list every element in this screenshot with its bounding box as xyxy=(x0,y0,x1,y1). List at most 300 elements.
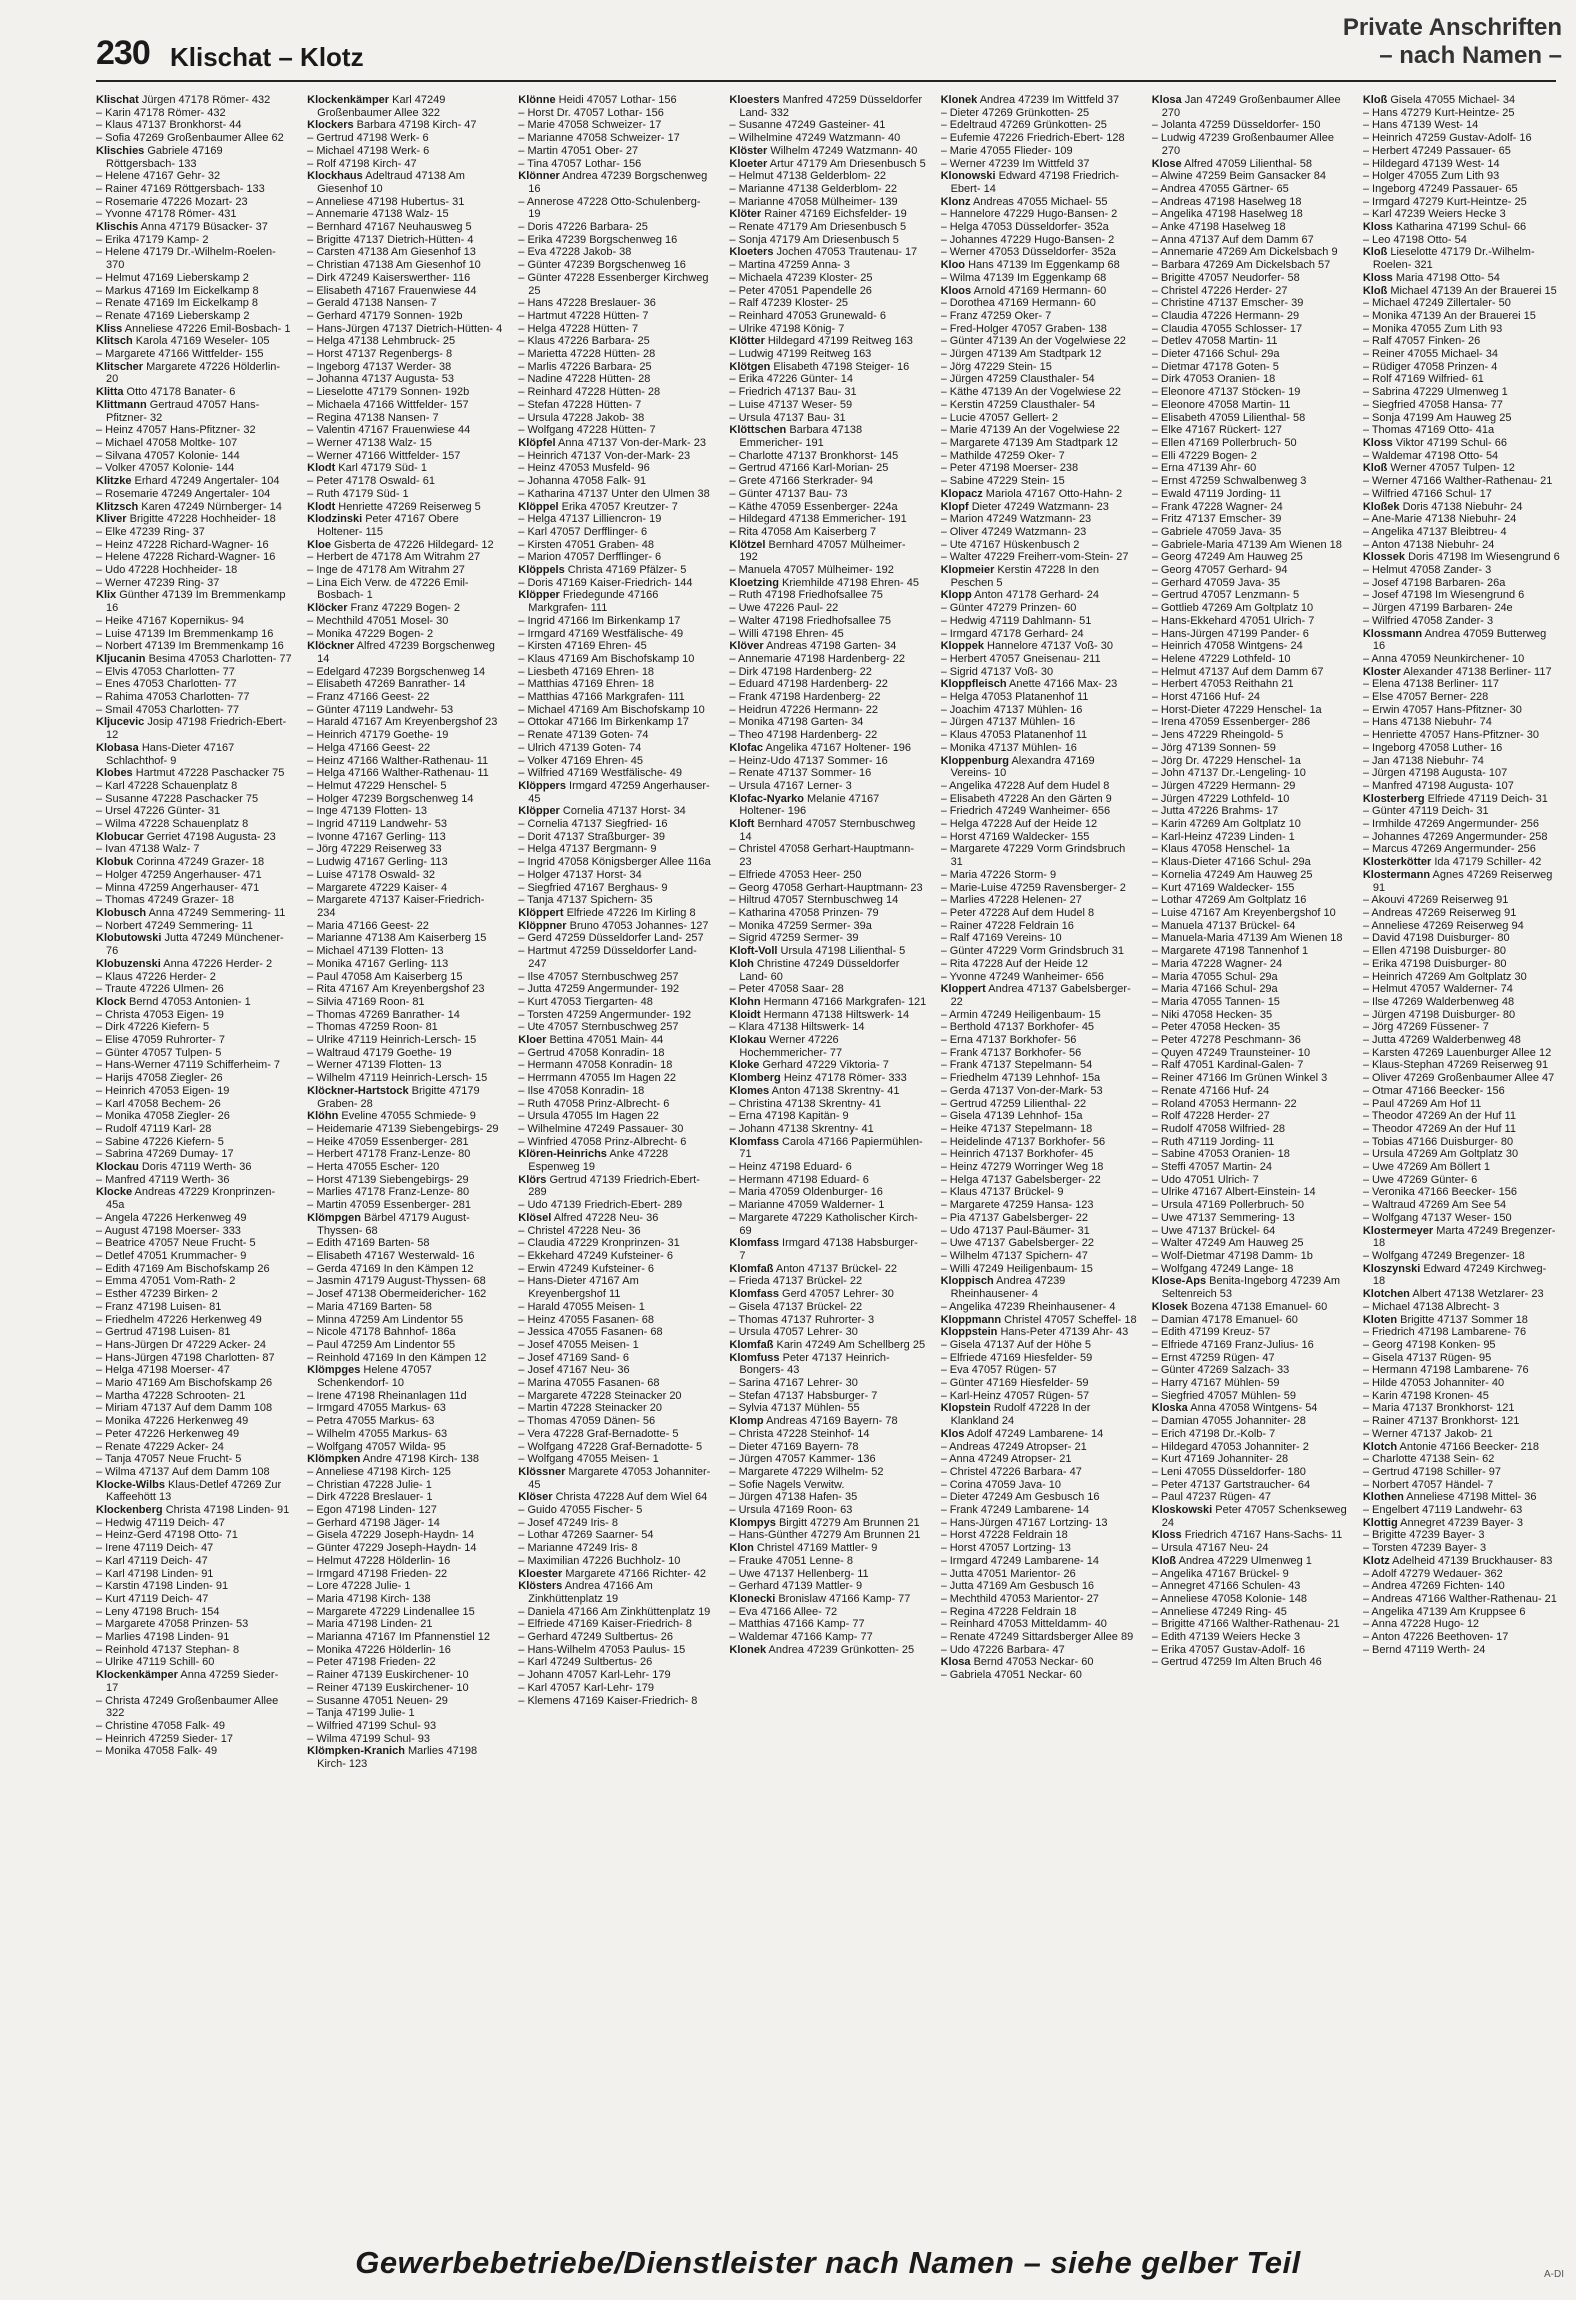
entry-details: – Jolanta 47259 Düsseldorfer- 150 xyxy=(1151,119,1321,132)
entry-details: Cornelia 47137 Horst- 34 xyxy=(559,805,686,818)
listing-entry xyxy=(96,983,293,996)
entry-details: – Andreas 47166 Walther-Rathenau- 21 xyxy=(1362,1592,1557,1605)
listing-entry xyxy=(729,818,926,843)
listing-entry xyxy=(1152,1415,1349,1428)
entry-details: Anna 47179 Büsacker- 37 xyxy=(138,221,268,234)
listing-entry xyxy=(1363,1072,1560,1085)
entry-details: – Elfriede 47053 Heer- 250 xyxy=(729,868,862,881)
entry-details: – Gertrud 47259 Lilienthal- 22 xyxy=(940,1097,1087,1110)
surname: Klischies xyxy=(96,144,145,157)
entry-details: – Carsten 47138 Am Giesenhof 13 xyxy=(307,246,476,259)
entry-details: – Frank 47228 Wagner- 24 xyxy=(1151,500,1283,513)
listing-entry xyxy=(941,1529,1138,1542)
listing-entry xyxy=(307,132,504,145)
entry-details: – Marlies 47178 Franz-Lenze- 80 xyxy=(307,1186,470,1199)
entry-details: – Valentin 47167 Frauenwiese 44 xyxy=(307,424,471,437)
entry-details: – Eleonore 47137 Stöcken- 19 xyxy=(1151,386,1301,399)
listing-entry xyxy=(1363,793,1560,806)
listing-entry xyxy=(518,1098,715,1111)
entry-details: – Karin 47198 Kronen- 45 xyxy=(1362,1389,1489,1402)
entry-details: Michael 47139 An der Brauerei 15 xyxy=(1387,284,1557,297)
entry-details: – Dirk 47053 Oranien- 18 xyxy=(1151,373,1276,386)
surname: Kloesters xyxy=(729,94,780,106)
entry-details: Franz 47229 Bogen- 2 xyxy=(347,602,461,615)
entry-details: – Gertrud 47057 Lenzmann- 5 xyxy=(1151,589,1300,602)
listing-entry xyxy=(518,1034,715,1047)
entry-details: – Elisabeth 47269 Banrather- 14 xyxy=(307,678,466,691)
entry-details: – Karl 47058 Bechem- 26 xyxy=(96,1097,221,1110)
listing-entry xyxy=(941,780,1138,793)
entry-details: – Karl-Heinz 47239 Linden- 1 xyxy=(1151,830,1295,843)
listing-entry xyxy=(96,183,293,196)
listing-entry xyxy=(941,1542,1138,1555)
listing-entry xyxy=(729,1199,926,1212)
entry-details: – Sonja 47179 Am Driesenbusch 5 xyxy=(729,233,899,246)
entry-details: Gerriet 47198 Augusta- 23 xyxy=(143,830,276,843)
entry-details: Günther 47139 Im Bremmenkamp 16 xyxy=(106,589,286,615)
entry-details: Besima 47053 Charlotten- 77 xyxy=(145,652,292,665)
entry-details: Agnes 47269 Reiserweg 91 xyxy=(1372,868,1553,894)
listing-entry xyxy=(307,170,504,195)
entry-details: – Anna 47228 Hugo- 12 xyxy=(1362,1618,1480,1631)
listing-entry xyxy=(1363,1466,1560,1479)
surname: Klöver xyxy=(729,640,764,653)
listing-entry xyxy=(941,1504,1138,1517)
surname: Klöter xyxy=(729,208,762,221)
listing-entry xyxy=(1363,1542,1560,1555)
footer-note: Gewerbebetriebe/Dienstleister nach Namen – siehe gelber Teil xyxy=(355,2245,1301,2280)
entry-details: Edward 47198 Friedrich-Ebert- 14 xyxy=(950,170,1120,195)
entry-details: – Christa 47249 Großenbaumer Allee 322 xyxy=(96,1694,279,1720)
listing-entry xyxy=(941,843,1138,868)
surname: Klodzinski xyxy=(307,513,363,526)
listing-entry xyxy=(307,1453,504,1466)
entry-details: Kriemhilde 47198 Ehren- 45 xyxy=(778,576,919,589)
surname: Klotz xyxy=(1362,1554,1390,1567)
entry-details: – Katharina 47058 Prinzen- 79 xyxy=(729,907,879,919)
entry-details: – Reinhard 47228 Hütten- 28 xyxy=(518,386,661,399)
entry-details: – Wilma 47139 Im Eggenkamp 68 xyxy=(940,271,1107,284)
listing-entry xyxy=(96,310,293,323)
listing-entry xyxy=(307,755,504,768)
surname: Klodt xyxy=(307,462,336,475)
listing-entry xyxy=(1152,196,1349,209)
entry-details: – Miriam 47137 Auf dem Damm 108 xyxy=(96,1402,273,1415)
listing-entry xyxy=(729,526,926,539)
entry-details: – Yvonne 47249 Wanheimer- 656 xyxy=(940,970,1104,983)
listing-entry xyxy=(518,1059,715,1072)
entry-details: – Manuela 47137 Brückel- 64 xyxy=(1151,919,1296,932)
entry-details: – Brigitte 47137 Dietrich-Hütten- 4 xyxy=(307,233,474,246)
entry-details: – Hilde 47053 Johanniter- 40 xyxy=(1362,1377,1505,1390)
entry-details: Brigitte 47179 Graben- 28 xyxy=(317,1084,480,1110)
listing-entry xyxy=(1152,424,1349,437)
entry-details: – Günter 47119 Landwehr- 53 xyxy=(307,703,454,716)
entry-details: – Jürgen 47137 Mühlen- 16 xyxy=(940,716,1076,729)
entry-details: – Helga 47053 Platanenhof 11 xyxy=(940,691,1089,704)
entry-details: – Peter 47198 Moerser- 238 xyxy=(940,462,1079,475)
listing-entry xyxy=(1152,818,1349,831)
listing-entry xyxy=(307,869,504,882)
entry-details: – Heinz 47055 Fasanen- 68 xyxy=(518,1313,655,1326)
listing-entry xyxy=(96,297,293,310)
listing-entry xyxy=(729,653,926,666)
listing-entry xyxy=(518,1199,715,1212)
listing-entry xyxy=(96,488,293,501)
listing-entry xyxy=(307,1656,504,1669)
entry-details: – Inge de 47178 Am Witrahm 27 xyxy=(307,564,465,577)
entry-details: – Hildegard 47139 West- 14 xyxy=(1362,157,1500,170)
listing-entry xyxy=(941,628,1138,641)
listing-entry xyxy=(96,475,293,488)
listing-entry xyxy=(1363,170,1560,183)
listing-entry xyxy=(1152,221,1349,234)
listing-entry xyxy=(307,373,504,386)
listing-entry xyxy=(1363,615,1560,628)
entry-details: – Damian 47055 Johanniter- 28 xyxy=(1151,1415,1306,1428)
entry-details: – Thomas 47059 Dänen- 56 xyxy=(518,1415,656,1428)
listing-entry xyxy=(518,920,715,933)
entry-details: – Damian 47178 Emanuel- 60 xyxy=(1151,1313,1298,1326)
entry-details: – Frank 47137 Stepelmann- 54 xyxy=(940,1059,1093,1072)
listing-entry xyxy=(1363,1504,1560,1517)
entry-details: – Kurt 47053 Tiergarten- 48 xyxy=(518,995,653,1008)
listing-entry xyxy=(1152,1314,1349,1327)
entry-details: – Gerda 47137 Von-der-Mark- 53 xyxy=(940,1084,1103,1097)
listing-entry xyxy=(729,488,926,501)
listing-entry xyxy=(518,1123,715,1136)
surname: Kloppisch xyxy=(940,1275,994,1288)
listing-entry xyxy=(518,170,715,195)
entry-details: Irmgard 47138 Habsburger- 7 xyxy=(739,1237,918,1262)
listing-entry xyxy=(96,1606,293,1619)
listing-entry xyxy=(1152,780,1349,793)
listing-entry xyxy=(1152,869,1349,882)
listing-entry xyxy=(96,742,293,767)
surname: Kliver xyxy=(96,513,127,526)
surname: Klockau xyxy=(96,1161,139,1174)
entry-details: – Matthias 47166 Kamp- 77 xyxy=(729,1618,865,1631)
listing-entry xyxy=(941,1237,1138,1250)
listing-entry xyxy=(96,323,293,336)
entry-details: – Wilma 47228 Schauenplatz 8 xyxy=(96,818,249,831)
entry-details: – Theodor 47269 An der Huf 11 xyxy=(1362,1122,1516,1135)
entry-details: – Fritz 47137 Emscher- 39 xyxy=(1151,513,1282,526)
listing-entry xyxy=(307,716,504,729)
listing-entry xyxy=(307,1390,504,1403)
listing-entry xyxy=(96,1059,293,1072)
listing-entry xyxy=(729,145,926,158)
listing-entry xyxy=(1152,729,1349,742)
entry-details: – Elli 47229 Bogen- 2 xyxy=(1151,449,1257,462)
entry-details: – Johannes 47229 Hugo-Bansen- 2 xyxy=(940,233,1115,246)
entry-details: – Grete 47166 Sterkrader- 94 xyxy=(729,475,874,488)
listing-entry xyxy=(1363,1148,1560,1161)
listing-entry xyxy=(1152,1491,1349,1504)
entry-details: – Rosemarie 47226 Mozart- 23 xyxy=(96,195,248,208)
listing-entry xyxy=(96,1745,293,1758)
entry-details: Karl 47179 Süd- 1 xyxy=(335,462,427,475)
entry-details: – Klaus 47226 Barbara- 25 xyxy=(518,335,650,348)
listing-entry xyxy=(518,475,715,488)
listing-entry xyxy=(1363,1186,1560,1199)
listing-entry xyxy=(1152,691,1349,704)
listing-entry xyxy=(1152,1593,1349,1606)
listing-entry xyxy=(1363,513,1560,526)
listing-entry xyxy=(729,615,926,628)
listing-entry xyxy=(941,412,1138,425)
listing-entry xyxy=(1152,653,1349,666)
entry-details: Jutta 47249 Münchener- 76 xyxy=(106,932,284,958)
surname: Klopacz xyxy=(940,487,983,500)
entry-details: – Willi 47249 Heiligenbaum- 15 xyxy=(940,1262,1093,1275)
entry-details: – Sylvia 47137 Mühlen- 55 xyxy=(729,1402,860,1415)
listing-entry xyxy=(307,1136,504,1149)
entry-details: – Vera 47228 Graf-Bernadotte- 5 xyxy=(518,1427,679,1440)
entry-details: – Katharina 47137 Unter den Ulmen 38 xyxy=(518,487,710,500)
surname: Klompys xyxy=(729,1516,776,1529)
entry-details: – Klaus 47137 Bronkhorst- 44 xyxy=(96,119,242,132)
listing-entry xyxy=(518,691,715,704)
entry-details: – Waldemar 47166 Kamp- 77 xyxy=(729,1631,873,1644)
surname: Klören-Heinrichs xyxy=(518,1148,607,1161)
entry-details: – Franz 47259 Oker- 7 xyxy=(940,309,1052,322)
listing-entry xyxy=(941,348,1138,361)
entry-details: – Niki 47058 Hecken- 35 xyxy=(1151,1008,1273,1021)
entry-details: – Rolf 47198 Kirch- 47 xyxy=(307,157,417,170)
entry-details: – Karin 47269 Am Goltplatz 10 xyxy=(1151,818,1301,831)
listing-entry xyxy=(941,1263,1138,1276)
listing-entry xyxy=(307,1720,504,1733)
listing-entry xyxy=(729,424,926,449)
entry-details: – Heinrich 47259 Sieder- 17 xyxy=(96,1732,233,1745)
entry-details: Anna 47226 Herder- 2 xyxy=(160,957,273,970)
listing-entry xyxy=(518,907,715,920)
listing-entry xyxy=(307,462,504,475)
entry-details: Gerd 47057 Lehrer- 30 xyxy=(778,1288,894,1301)
listing-entry xyxy=(307,1745,504,1770)
surname: Klockers xyxy=(307,119,354,132)
entry-details: – Karl 47228 Schauenplatz 8 xyxy=(96,779,238,792)
listing-entry xyxy=(941,729,1138,742)
listing-entry xyxy=(729,793,926,818)
section-title-line2: – nach Namen – xyxy=(1379,42,1562,69)
listing-entry xyxy=(307,539,504,552)
listing-entry xyxy=(941,1326,1138,1339)
surname: Kloer xyxy=(518,1034,547,1047)
entry-details: – Josef 47169 Sand- 6 xyxy=(518,1351,629,1364)
listing-entry xyxy=(307,297,504,310)
listing-entry xyxy=(307,1059,504,1072)
listing-entry xyxy=(1152,1047,1349,1060)
listing-entry xyxy=(307,1148,504,1161)
listing-entry xyxy=(518,704,715,717)
entry-details: – Günter 47229 Joseph-Haydn- 14 xyxy=(307,1542,477,1555)
listing-entry xyxy=(1363,450,1560,463)
entry-details: – Margarete 47229 Wilhelm- 52 xyxy=(729,1465,884,1478)
listing-entry xyxy=(1363,386,1560,399)
surname: Kloft-Voll xyxy=(729,945,778,958)
surname: Kloska xyxy=(1151,1402,1188,1415)
listing-entry xyxy=(96,1568,293,1581)
listing-entry xyxy=(96,208,293,221)
listing-entry xyxy=(518,1682,715,1695)
listing-entry xyxy=(1152,386,1349,399)
entry-details: – Klaus 47058 Henschel- 1a xyxy=(1151,843,1290,856)
listing-entry xyxy=(518,1555,715,1568)
entry-details: – Irena 47059 Essenberger- 286 xyxy=(1151,716,1311,729)
listing-entry xyxy=(941,1199,1138,1212)
listing-entry xyxy=(941,437,1138,450)
surname: Klomberg xyxy=(729,1072,781,1085)
entry-details: – Elisabeth 47059 Lilienthal- 58 xyxy=(1151,411,1306,424)
entry-details: – Karl 47119 Deich- 47 xyxy=(96,1554,208,1567)
listing-entry xyxy=(729,1098,926,1111)
listing-entry xyxy=(518,742,715,755)
listing-entry xyxy=(307,920,504,933)
entry-details: Melanie 47167 Holtener- 196 xyxy=(739,792,880,818)
entry-details: – Edith 47169 Barten- 58 xyxy=(307,1237,430,1250)
entry-details: – Jörg Dr. 47229 Henschel- 1a xyxy=(1151,754,1301,767)
listing-entry xyxy=(307,1288,504,1301)
entry-details: – Rahima 47053 Charlotten- 77 xyxy=(96,691,250,704)
entry-details: – Jutta 47226 Brahms- 17 xyxy=(1151,805,1279,818)
listing-entry xyxy=(1363,1339,1560,1352)
entry-details: – Helga 47137 Gabelsberger- 22 xyxy=(940,1173,1101,1186)
entry-details: – Heidemarie 47139 Siebengebirgs- 29 xyxy=(307,1122,499,1135)
listing-entry xyxy=(307,1263,504,1276)
entry-details: – Heinz 47198 Eduard- 6 xyxy=(729,1161,852,1174)
entry-details: Peter 47137 Heinrich-Bongers- 43 xyxy=(739,1351,890,1377)
entry-details: – Peter 47051 Papendelle 26 xyxy=(729,284,872,297)
entry-details: – Klemens 47169 Kaiser-Friedrich- 8 xyxy=(518,1694,698,1707)
listing-entry xyxy=(518,462,715,475)
listing-entry xyxy=(941,1466,1138,1479)
surname: Kloß xyxy=(1362,94,1388,106)
entry-details: – Gertrud 47198 Werk- 6 xyxy=(307,132,429,145)
entry-details: – Mathilde 47259 Oker- 7 xyxy=(940,449,1065,462)
listing-entry xyxy=(307,501,504,514)
column-4 xyxy=(729,94,926,2224)
entry-details: – Johanna 47058 Falk- 91 xyxy=(518,475,647,488)
listing-entry xyxy=(729,1339,926,1352)
surname: Klomfaß xyxy=(729,1262,774,1275)
listing-entry xyxy=(1363,831,1560,844)
listing-entry xyxy=(1152,716,1349,729)
entry-details: – Hans-Wilhelm 47053 Paulus- 15 xyxy=(518,1643,686,1656)
entry-details: – Christel 47226 Herder- 27 xyxy=(1151,284,1288,297)
listing-entry xyxy=(1152,1212,1349,1225)
entry-details: – Thomas 47137 Ruhrorter- 3 xyxy=(729,1313,875,1326)
entry-details: – Wilfried 47199 Schul- 93 xyxy=(307,1720,437,1732)
entry-details: – Maria 47226 Storm- 9 xyxy=(940,868,1057,881)
entry-details: – Enes 47053 Charlotten- 77 xyxy=(96,678,237,691)
listing-entry xyxy=(307,323,504,336)
listing-entry xyxy=(518,1656,715,1669)
entry-details: – Udo 47226 Barbara- 47 xyxy=(940,1643,1065,1656)
entry-details: Christel 47057 Scheffel- 18 xyxy=(1001,1313,1137,1326)
entry-details: – Heinrich 47269 Am Goltplatz 30 xyxy=(1362,970,1527,983)
listing-entry xyxy=(1152,564,1349,577)
side-watermark xyxy=(20,130,60,370)
listing-entry xyxy=(1152,1529,1349,1542)
listing-entry xyxy=(307,551,504,564)
entry-details: – Josef 47249 Iris- 8 xyxy=(518,1516,618,1529)
entry-details: – Hannelore 47229 Hugo-Bansen- 2 xyxy=(940,208,1118,221)
listing-entry xyxy=(941,640,1138,653)
entry-details: Viktor 47199 Schul- 66 xyxy=(1392,436,1507,449)
entry-details: – Renate 47139 Goten- 74 xyxy=(518,729,649,742)
entry-details: – Jutta 47169 Am Gesbusch 16 xyxy=(940,1580,1095,1593)
listing-entry xyxy=(518,1669,715,1682)
listing-entry xyxy=(518,348,715,361)
entry-details: – Paul 47237 Rügen- 47 xyxy=(1151,1491,1271,1504)
listing-entry xyxy=(518,1275,715,1300)
listing-entry xyxy=(307,1339,504,1352)
entry-details: – Gerhard 47249 Sultbertus- 26 xyxy=(518,1631,673,1644)
listing-entry xyxy=(307,1504,504,1517)
entry-details: – Ursula 47167 Lerner- 3 xyxy=(729,779,852,792)
surname: Kloßek xyxy=(1362,500,1400,513)
entry-details: – Heinz-Udo 47137 Sommer- 16 xyxy=(729,754,888,767)
listing-entry xyxy=(96,399,293,424)
entry-details: – Irmgard 47249 Lambarene- 14 xyxy=(940,1554,1099,1567)
entry-details: – Georg 47249 Am Hauweg 25 xyxy=(1151,551,1303,564)
listing-entry xyxy=(729,1009,926,1022)
entry-details: – Erika 47179 Kamp- 2 xyxy=(96,233,209,246)
entry-details: – Andrea 47055 Gärtner- 65 xyxy=(1151,182,1289,195)
listing-entry xyxy=(96,1263,293,1276)
listing-entry xyxy=(941,221,1138,234)
listing-entry xyxy=(729,399,926,412)
listing-entry xyxy=(307,259,504,272)
listing-entry xyxy=(1363,958,1560,971)
listing-entry xyxy=(518,488,715,501)
listing-entry xyxy=(729,983,926,996)
listing-entry xyxy=(307,602,504,615)
listing-entry xyxy=(96,234,293,247)
entry-details: – Uwe 47137 Brückel- 64 xyxy=(1151,1224,1276,1237)
entry-details: – Helga 47137 Bergmann- 9 xyxy=(518,843,657,856)
entry-details: – Udo 47137 Paul-Bäumer- 31 xyxy=(940,1224,1090,1237)
name-range: Klischat – Klotz xyxy=(170,42,364,72)
entry-details: – Gisela 47137 Rügen- 95 xyxy=(1362,1351,1492,1364)
listing-entry xyxy=(96,1542,293,1555)
entry-details: Gerhard 47229 Viktoria- 7 xyxy=(759,1059,889,1072)
entry-details: – Wilfried 47166 Schul- 17 xyxy=(1362,487,1492,500)
listing-entry xyxy=(96,386,293,399)
entry-details: Andreas 47229 Kronprinzen- 45a xyxy=(106,1186,276,1212)
entry-details: Karola 47169 Weseler- 105 xyxy=(132,335,270,348)
listing-entry xyxy=(729,1059,926,1072)
entry-details: – Hans-Ekkehard 47051 Ulrich- 7 xyxy=(1151,614,1315,627)
listing-entry xyxy=(1363,539,1560,552)
listing-entry xyxy=(1152,259,1349,272)
listing-entry xyxy=(1152,373,1349,386)
listing-entry xyxy=(1363,894,1560,907)
listing-entry xyxy=(307,843,504,856)
surname: Klossek xyxy=(1362,551,1406,564)
listing-entry xyxy=(307,310,504,323)
listing-entry xyxy=(96,1161,293,1174)
listing-entry xyxy=(1152,1250,1349,1263)
listing-entry xyxy=(941,1250,1138,1263)
listing-entry xyxy=(1152,323,1349,336)
entry-details: – Doris 47169 Kaiser-Friedrich- 144 xyxy=(518,576,693,589)
entry-details: Hans 47139 Im Eggenkamp 68 xyxy=(965,259,1120,272)
surname: Klostermeyer xyxy=(1362,1224,1434,1237)
listing-entry xyxy=(729,1301,926,1314)
